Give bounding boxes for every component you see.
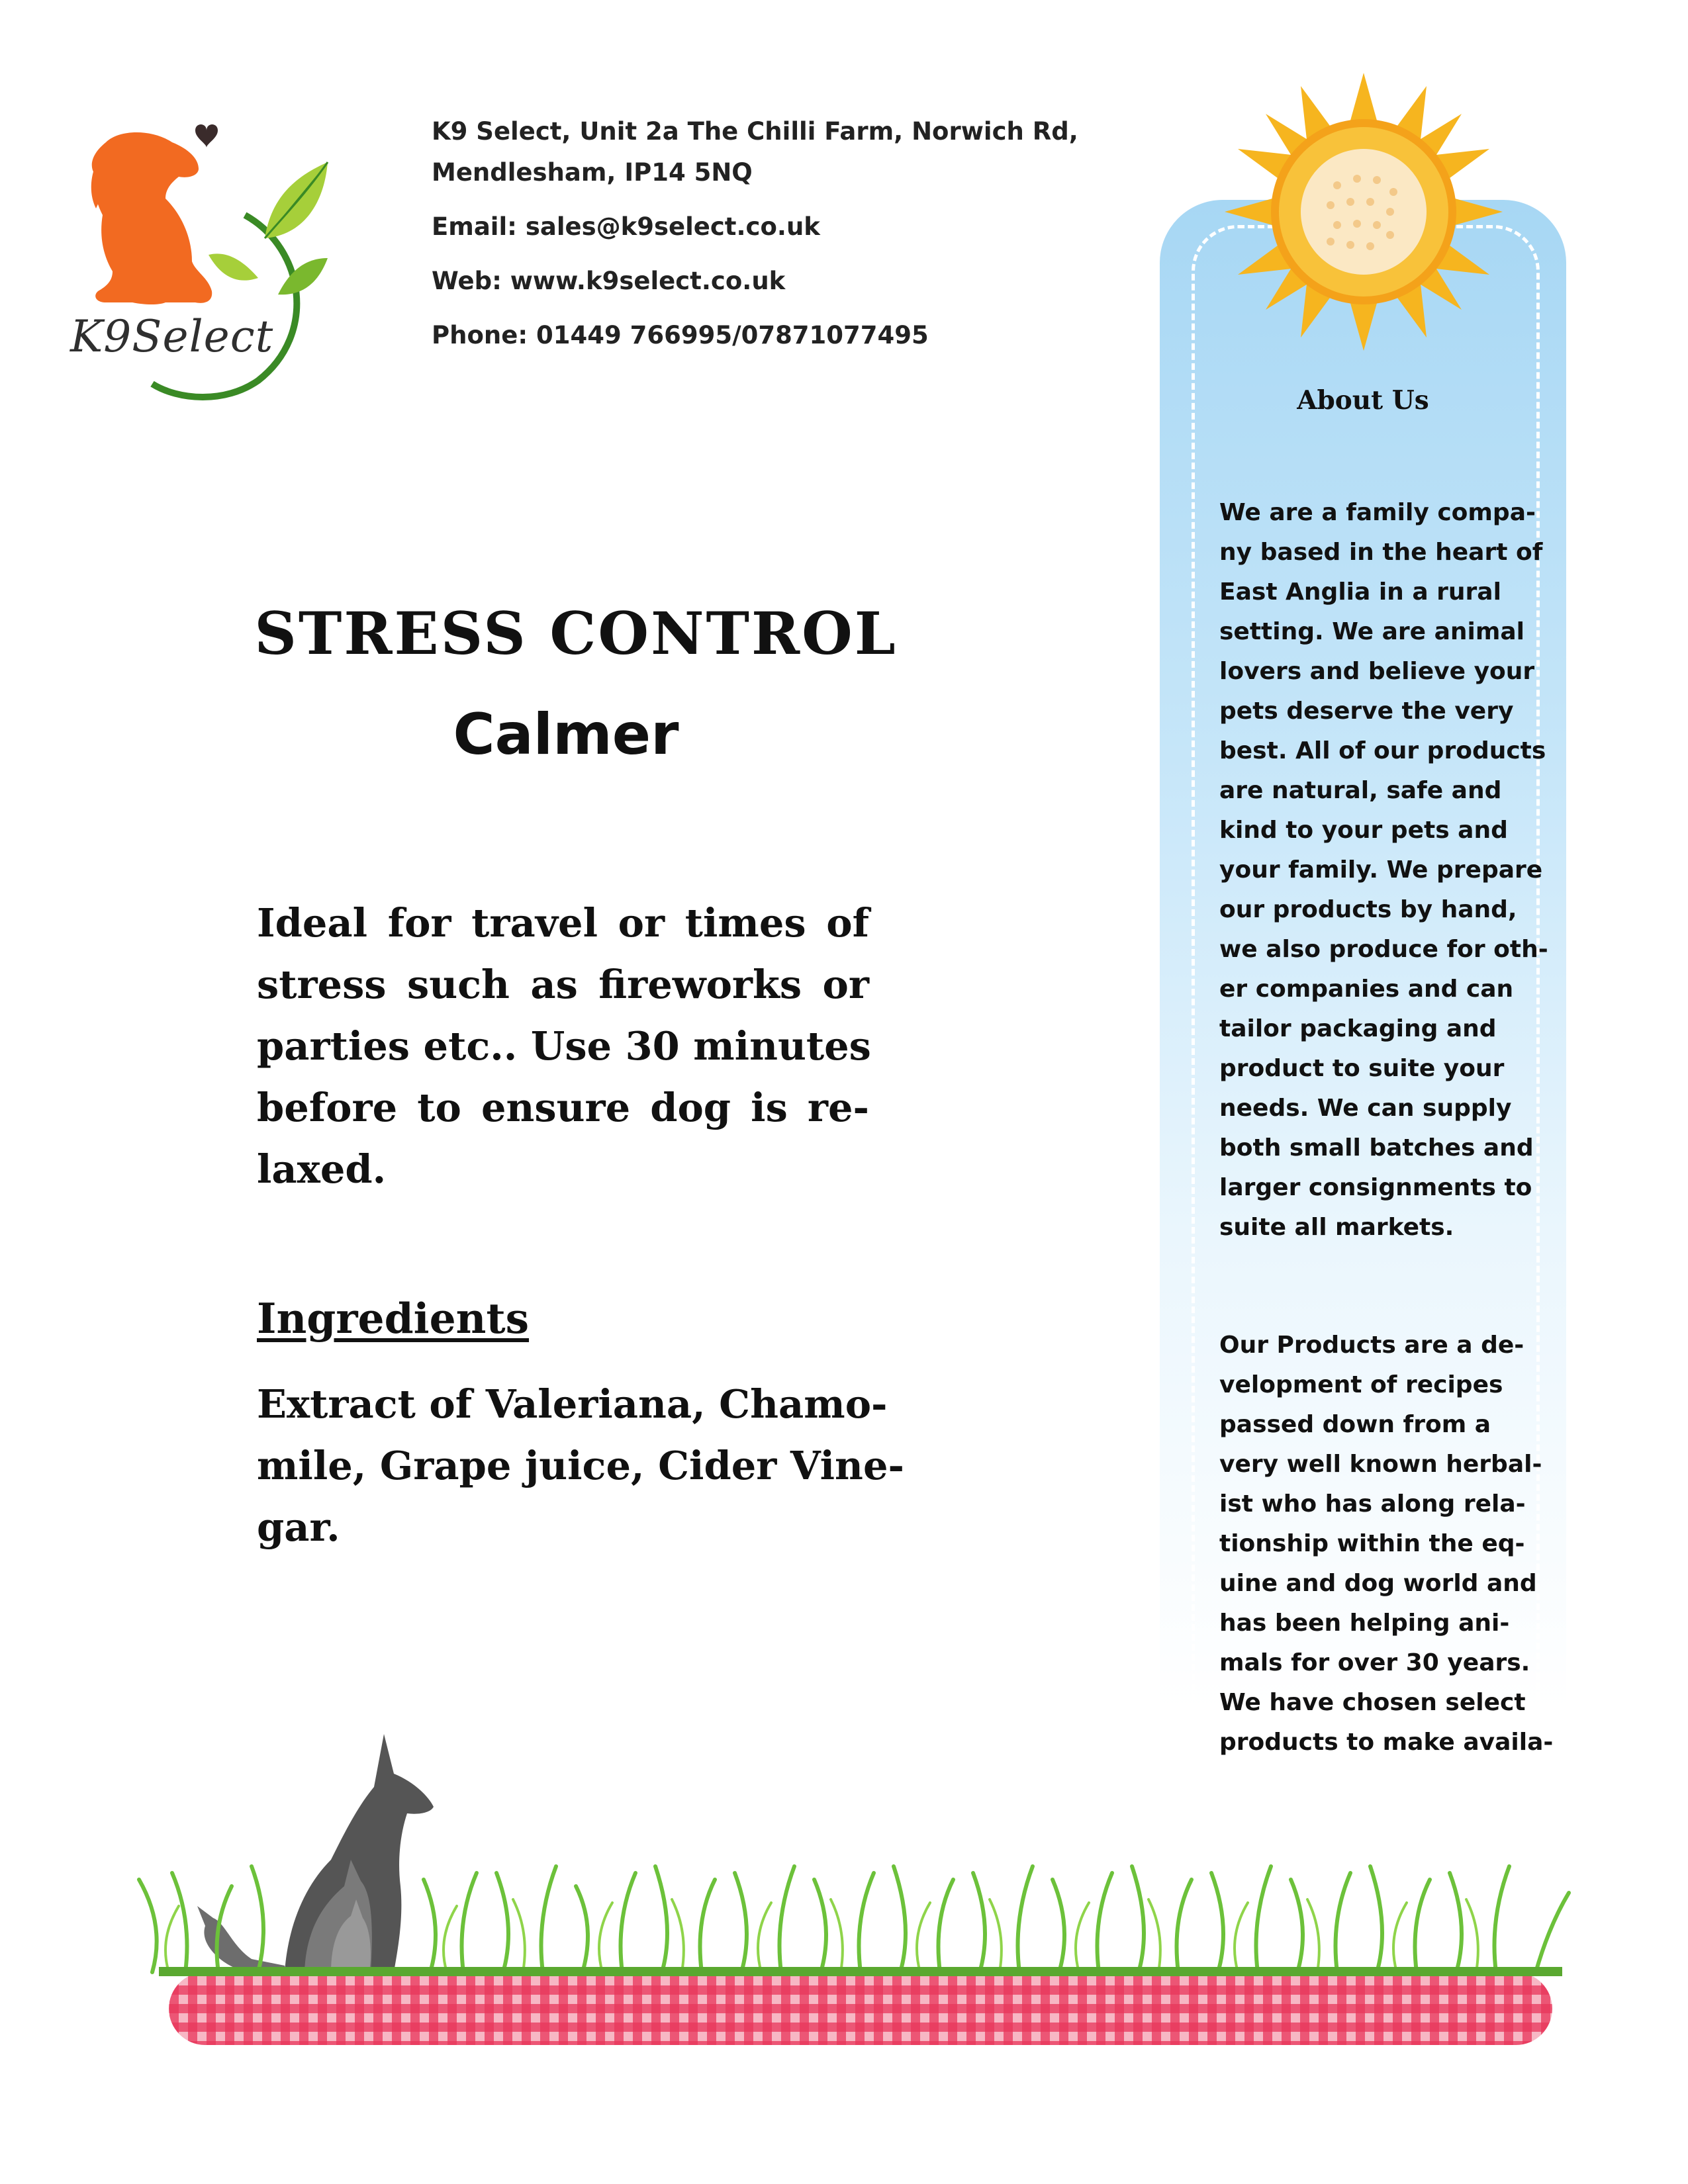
heart-icon <box>195 124 218 148</box>
ingredients-line: mile, Grape juice, Cider Vine- <box>257 1443 904 1488</box>
about-line: pets deserve the very <box>1219 698 1514 725</box>
about-paragraph-2 <box>1219 1326 1553 1762</box>
about-paragraph-1 <box>1219 493 1548 1248</box>
grass-scene <box>132 1707 1589 2052</box>
about-line: ist who has along rela- <box>1219 1490 1526 1518</box>
contact-block <box>432 111 1078 356</box>
about-line: mals for over 30 years. <box>1219 1649 1530 1676</box>
product-subtitle: Calmer <box>453 702 679 768</box>
dog-cat-silhouette-icon <box>172 1734 434 1972</box>
ingredients-line: Extract of Valeriana, Chamo- <box>257 1381 888 1427</box>
about-line: your family. We prepare <box>1219 856 1543 884</box>
about-line: er companies and can <box>1219 976 1514 1003</box>
about-line: larger consignments to <box>1219 1174 1532 1201</box>
description-line: laxed. <box>257 1146 387 1192</box>
about-line: setting. We are animal <box>1219 618 1524 645</box>
about-line: product to suite your <box>1219 1055 1505 1082</box>
address-line-1: K9 Select, Unit 2a The Chilli Farm, Norwich Rd, <box>432 117 1078 146</box>
product-description <box>257 892 869 1200</box>
sun-icon <box>1225 73 1503 351</box>
about-line: best. All of our products <box>1219 737 1546 764</box>
about-line: velopment of recipes <box>1219 1371 1503 1398</box>
about-line: has been helping ani- <box>1219 1610 1510 1637</box>
about-line: lovers and believe your <box>1219 658 1535 685</box>
address-line-2: Mendlesham, IP14 5NQ <box>432 158 753 187</box>
logo-wordmark: K9Select <box>70 311 274 362</box>
about-line: needs. We can supply <box>1219 1095 1512 1122</box>
about-line: products to make availa- <box>1219 1729 1554 1756</box>
about-line: suite all markets. <box>1219 1214 1454 1241</box>
about-line: uine and dog world and <box>1219 1570 1537 1597</box>
about-line: tionship within the eq- <box>1219 1530 1525 1557</box>
description-line: parties etc.. Use 30 minutes <box>257 1023 871 1069</box>
ingredients-heading: Ingredients <box>257 1294 530 1343</box>
ingredients-text <box>257 1373 904 1558</box>
about-line: ny based in the heart of <box>1219 539 1543 566</box>
about-line: East Anglia in a rural <box>1219 578 1501 606</box>
about-line: Our Products are a de- <box>1219 1332 1524 1359</box>
about-line: our products by hand, <box>1219 896 1517 923</box>
description-line: stress such as fireworks or <box>257 962 869 1007</box>
k9select-logo <box>66 122 344 407</box>
about-us-heading: About Us <box>1297 385 1429 416</box>
about-line: we also produce for oth- <box>1219 936 1548 963</box>
phone-text: Phone: 01449 766995/07871077495 <box>432 321 929 349</box>
about-line: We have chosen select <box>1219 1689 1526 1716</box>
about-line: tailor packaging and <box>1219 1015 1497 1042</box>
about-line: kind to your pets and <box>1219 817 1508 844</box>
gingham-strip <box>169 1972 1552 2045</box>
web-text[interactable]: Web: www.k9select.co.uk <box>432 267 786 295</box>
about-line: We are a family compa- <box>1219 499 1536 526</box>
product-title: STRESS CONTROL <box>254 599 898 668</box>
ingredients-line: gar. <box>257 1504 340 1550</box>
description-line: Ideal for travel or times of <box>257 900 869 946</box>
email-text[interactable]: Email: sales@k9select.co.uk <box>432 212 820 241</box>
about-line: both small batches and <box>1219 1134 1534 1161</box>
about-line: are natural, safe and <box>1219 777 1502 804</box>
about-line: passed down from a <box>1219 1411 1491 1438</box>
about-line: very well known herbal- <box>1219 1451 1542 1478</box>
description-line: before to ensure dog is re- <box>257 1085 869 1130</box>
